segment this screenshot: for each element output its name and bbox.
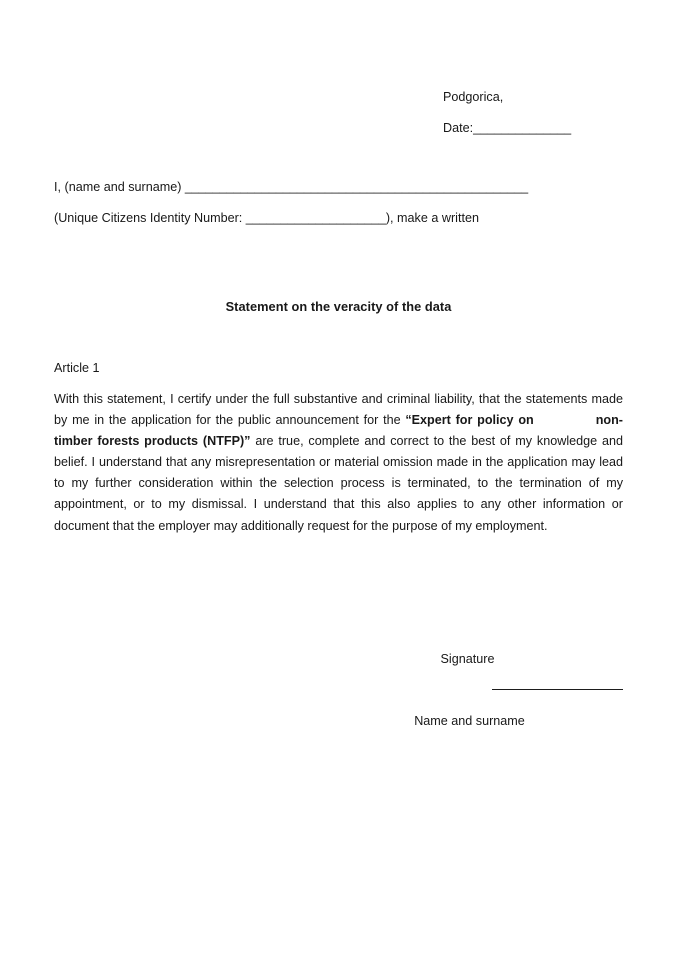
statement-body bbox=[54, 389, 623, 537]
name-and-surname-label: Name and surname bbox=[414, 714, 525, 728]
document-content bbox=[54, 0, 623, 960]
article-heading: Article 1 bbox=[54, 361, 100, 375]
signature-label: Signature bbox=[440, 652, 495, 666]
identity-block bbox=[54, 177, 623, 229]
header-city: Podgorica, bbox=[443, 90, 504, 104]
header-block bbox=[54, 87, 623, 138]
signature-block bbox=[54, 650, 623, 728]
statement-position-title-open: “Expert for policy on bbox=[405, 413, 534, 428]
statement-text-part-2: are true, complete and correct to the best of my knowledge and belief. I understand that any misrepresentation or material omission made in the application may lead to my further consideration within the selection process is terminated, to the termination of my appointment, or to my dismissal. I understand that this also applies to any other information or document that the employer may additionally request for the purpose of my employment. bbox=[54, 434, 623, 533]
statement-text-part-1: With this statement, I certify under the full substantive and criminal liability, that the statements made by me in the application for the public announcement for the bbox=[54, 392, 623, 428]
citizens-identity-number-field[interactable]: (Unique Citizens Identity Number: ____________________), make a written bbox=[54, 211, 479, 225]
name-and-surname-field[interactable]: I, (name and surname) _________________________________________________ bbox=[54, 180, 529, 194]
header-date-field[interactable]: Date:______________ bbox=[443, 121, 572, 135]
signature-line[interactable] bbox=[492, 689, 623, 690]
document-title: Statement on the veracity of the data bbox=[225, 299, 452, 314]
statement-position-title-continued: non-timber forests products (NTFP)” bbox=[54, 413, 623, 449]
